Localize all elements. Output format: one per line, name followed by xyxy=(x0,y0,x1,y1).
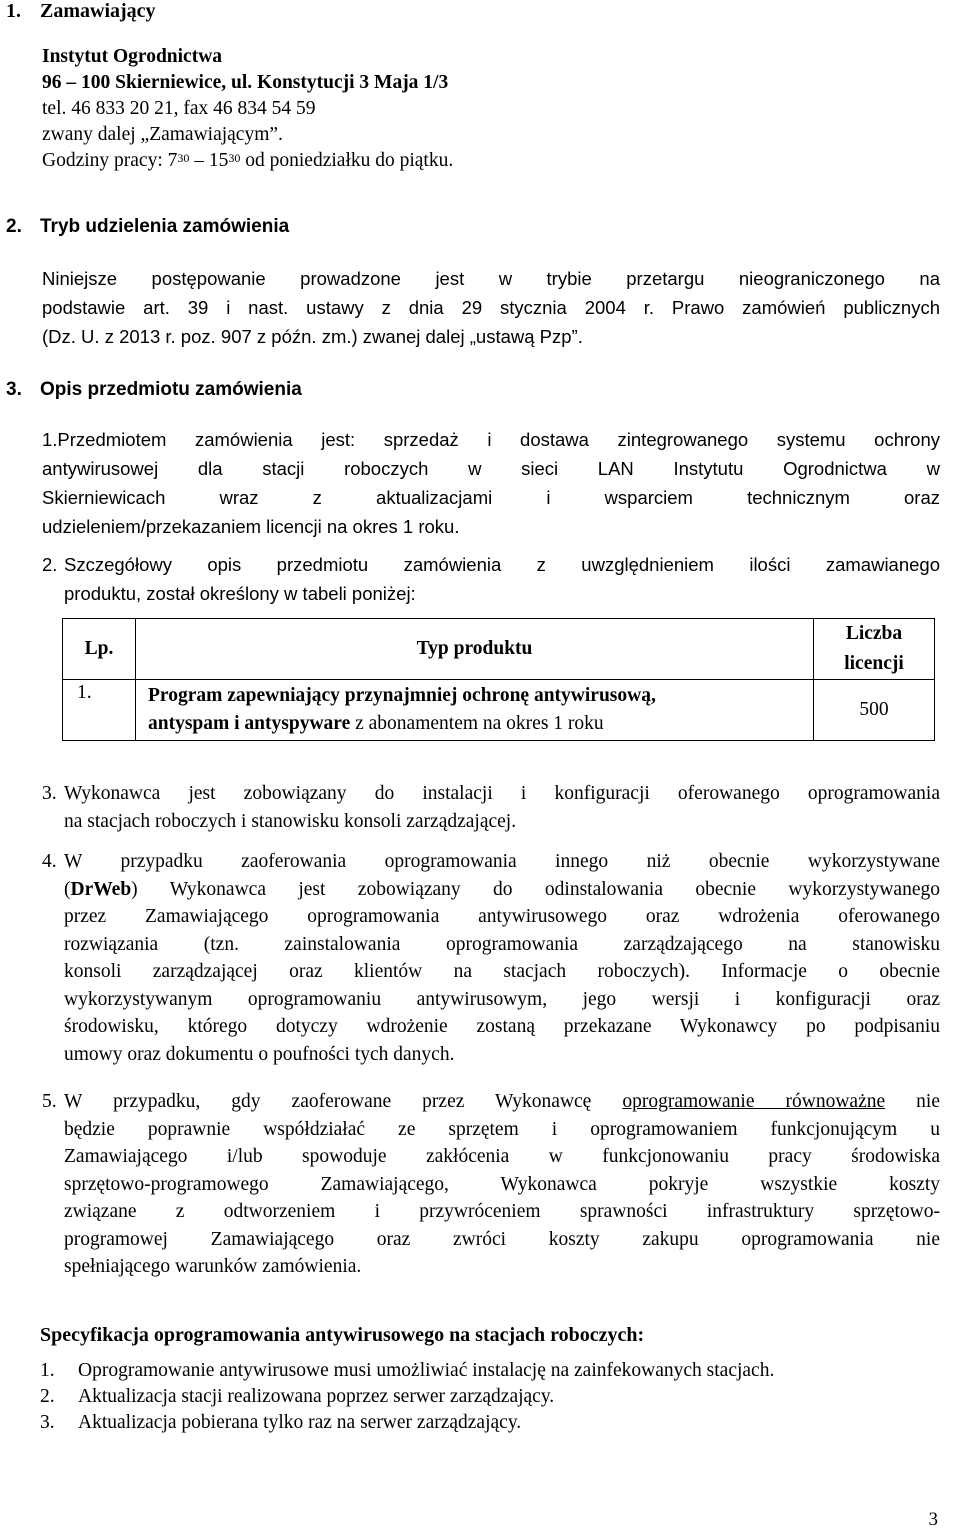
text-line: (Dz. U. z 2013 r. poz. 907 z późn. zm.) zwanej dalej „ustawą Pzp”. xyxy=(42,326,583,347)
text-line: środowisku, którego dotyczy wdrożenie zostaną przekazane Wykonawcy po podpisaniu xyxy=(64,1016,940,1037)
text-line: związane z odtworzeniem i przywróceniem sprawności infrastruktury sprzętowo- xyxy=(64,1201,940,1222)
text-post: nie xyxy=(885,1091,941,1112)
text-line xyxy=(64,876,940,904)
text-line: spełniającego warunków zamówienia. xyxy=(64,1256,362,1277)
text-line: na stacjach roboczych i stanowisku konsoli zarządzającej. xyxy=(64,810,517,832)
header-count-line-1: Liczba xyxy=(845,623,903,644)
item-text: Aktualizacja stacji realizowana poprzez serwer zarządzający. xyxy=(78,1386,555,1407)
header-count-line-2: licencji xyxy=(844,653,904,674)
hours-sup-2: 30 xyxy=(228,151,241,165)
contractor-called: zwany dalej „Zamawiającym”. xyxy=(42,124,283,145)
underlined-term: oprogramowanie równoważne xyxy=(622,1091,886,1112)
text-line: programowej Zamawiającego oraz zwróci koszty zakupu oprogramowania nie xyxy=(64,1228,940,1250)
text-line: W przypadku zaoferowania oprogramowania innego niż obecnie wykorzystywane xyxy=(64,851,940,872)
row-type-bold: antyspam i antyspyware xyxy=(148,713,351,734)
paren-open: ( xyxy=(64,878,71,900)
text-line: Niniejsze postępowanie prowadzone jest w trybie przetargu nieograniczonego na xyxy=(42,268,940,289)
item-text: Aktualizacja pobierana tylko raz na serwer zarządzający. xyxy=(78,1412,522,1433)
row-type-line-1: Program zapewniający przynajmniej ochronę antywirusową, xyxy=(148,685,656,706)
item-number: 2. xyxy=(40,1386,55,1407)
paragraph-3 xyxy=(42,780,940,835)
text-line: sprzętowo-programowego Zamawiającego, Wykonawca pokryje wszystkie koszty xyxy=(64,1173,940,1195)
table-row xyxy=(63,680,935,741)
page-number: 3 xyxy=(928,1509,938,1530)
row-count: 500 xyxy=(814,680,935,741)
contractor-address: 96 – 100 Skierniewice, ul. Konstytucji 3 Maja 1/3 xyxy=(42,72,449,93)
text-pre: W przypadku, gdy zaoferowane przez Wykonawcę xyxy=(64,1091,623,1112)
paragraph-5 xyxy=(42,1088,940,1281)
text-line: rozwiązania (tzn. zainstalowania oprogramowania zarządzającego na stanowisku xyxy=(64,933,940,955)
text-line: 1.Przedmiotem zamówienia jest: sprzedaż i dostawa zintegrowanego systemu ochrony xyxy=(42,429,940,450)
section-3-paragraph-2 xyxy=(42,550,940,608)
product-table xyxy=(62,618,935,741)
paragraph-number: 2. xyxy=(42,554,58,575)
text-line: będzie poprawnie współdziałać ze sprzętem i oprogramowaniem funkcjonującym u xyxy=(64,1118,940,1140)
header-type: Typ produktu xyxy=(136,619,814,680)
item-number: 3. xyxy=(40,1412,55,1433)
spec-heading: Specyfikacja oprogramowania antywirusowego na stacjach roboczych: xyxy=(40,1324,645,1346)
text-line xyxy=(64,1088,940,1116)
section-1-heading xyxy=(6,0,156,23)
row-type-rest: z abonamentem na okres 1 roku xyxy=(350,713,604,734)
section-title: Tryb udzielenia zamówienia xyxy=(40,216,290,237)
paragraph-4 xyxy=(42,848,940,1068)
text-line: podstawie art. 39 i nast. ustawy z dnia 29 stycznia 2004 r. Prawo zamówień publicznych xyxy=(42,297,940,318)
section-3-paragraph-1 xyxy=(42,425,940,541)
text-line: umowy oraz dokumentu o poufności tych danych. xyxy=(64,1043,455,1065)
text-line: Skierniewicach wraz z aktualizacjami i wsparciem technicznym oraz xyxy=(42,487,940,508)
working-hours xyxy=(42,148,453,174)
section-number: 3. xyxy=(6,379,22,400)
table-header-row xyxy=(63,619,935,680)
section-number: 1. xyxy=(6,0,21,22)
spec-list xyxy=(40,1358,774,1436)
text-line: konsoli zarządzającej oraz klientów na stacjach roboczych). Informacje o obecnie xyxy=(64,961,940,982)
text-line: udzieleniem/przekazaniem licencji na okres 1 roku. xyxy=(42,516,460,537)
text-line: Zamawiającego i/lub spowoduje zakłócenia w funkcjonowaniu pracy środowiska xyxy=(64,1146,940,1167)
header-lp: Lp. xyxy=(63,619,136,680)
row-lp: 1. xyxy=(63,680,136,741)
list-item xyxy=(40,1410,774,1436)
text-line: Wykonawca jest zobowiązany do instalacji i konfiguracji oferowanego oprogramowania xyxy=(64,783,940,804)
section-2-body xyxy=(42,264,940,351)
text-line: wykorzystywanym oprogramowaniu antywirusowym, jego wersji i konfiguracji oraz xyxy=(64,988,940,1010)
hours-suffix: od poniedziałku do piątku. xyxy=(240,150,454,171)
contractor-name: Instytut Ogrodnictwa xyxy=(42,46,223,67)
row-type xyxy=(136,680,814,741)
paragraph-number: 5. xyxy=(42,1091,57,1112)
paragraph-number: 4. xyxy=(42,851,57,872)
drweb-name: DrWeb xyxy=(70,878,132,900)
text-line: przez Zamawiającego oprogramowania antywirusowego oraz wdrożenia oferowanego xyxy=(64,906,940,927)
contractor-block xyxy=(42,44,448,96)
contractor-phone: tel. 46 833 20 21, fax 46 834 54 59 xyxy=(42,98,316,119)
section-3-heading xyxy=(6,379,302,401)
section-2-heading xyxy=(6,216,289,238)
text-rest: ) Wykonawca jest zobowiązany do odinstalowania obecnie wykorzystywanego xyxy=(131,878,940,900)
item-text: Oprogramowanie antywirusowe musi umożliwiać instalację na zainfekowanych stacjach. xyxy=(78,1360,775,1381)
section-number: 2. xyxy=(6,216,22,237)
hours-mid: – 15 xyxy=(189,150,229,171)
list-item xyxy=(40,1358,774,1384)
text-line: produktu, został określony w tabeli poniżej: xyxy=(64,583,416,604)
header-count xyxy=(814,619,935,680)
text-line: Szczegółowy opis przedmiotu zamówienia z uwzględnieniem ilości zamawianego xyxy=(64,554,940,575)
hours-sup-1: 30 xyxy=(177,151,190,165)
item-number: 1. xyxy=(40,1360,55,1381)
section-title: Opis przedmiotu zamówienia xyxy=(40,379,302,400)
section-title: Zamawiający xyxy=(40,0,156,22)
row-type-line-2 xyxy=(148,710,813,738)
list-item xyxy=(40,1384,774,1410)
contractor-details xyxy=(42,96,453,174)
hours-prefix: Godziny pracy: 7 xyxy=(42,150,178,171)
paragraph-number: 3. xyxy=(42,783,57,804)
text-line: antywirusowej dla stacji roboczych w sieci LAN Instytutu Ogrodnictwa w xyxy=(42,458,940,479)
